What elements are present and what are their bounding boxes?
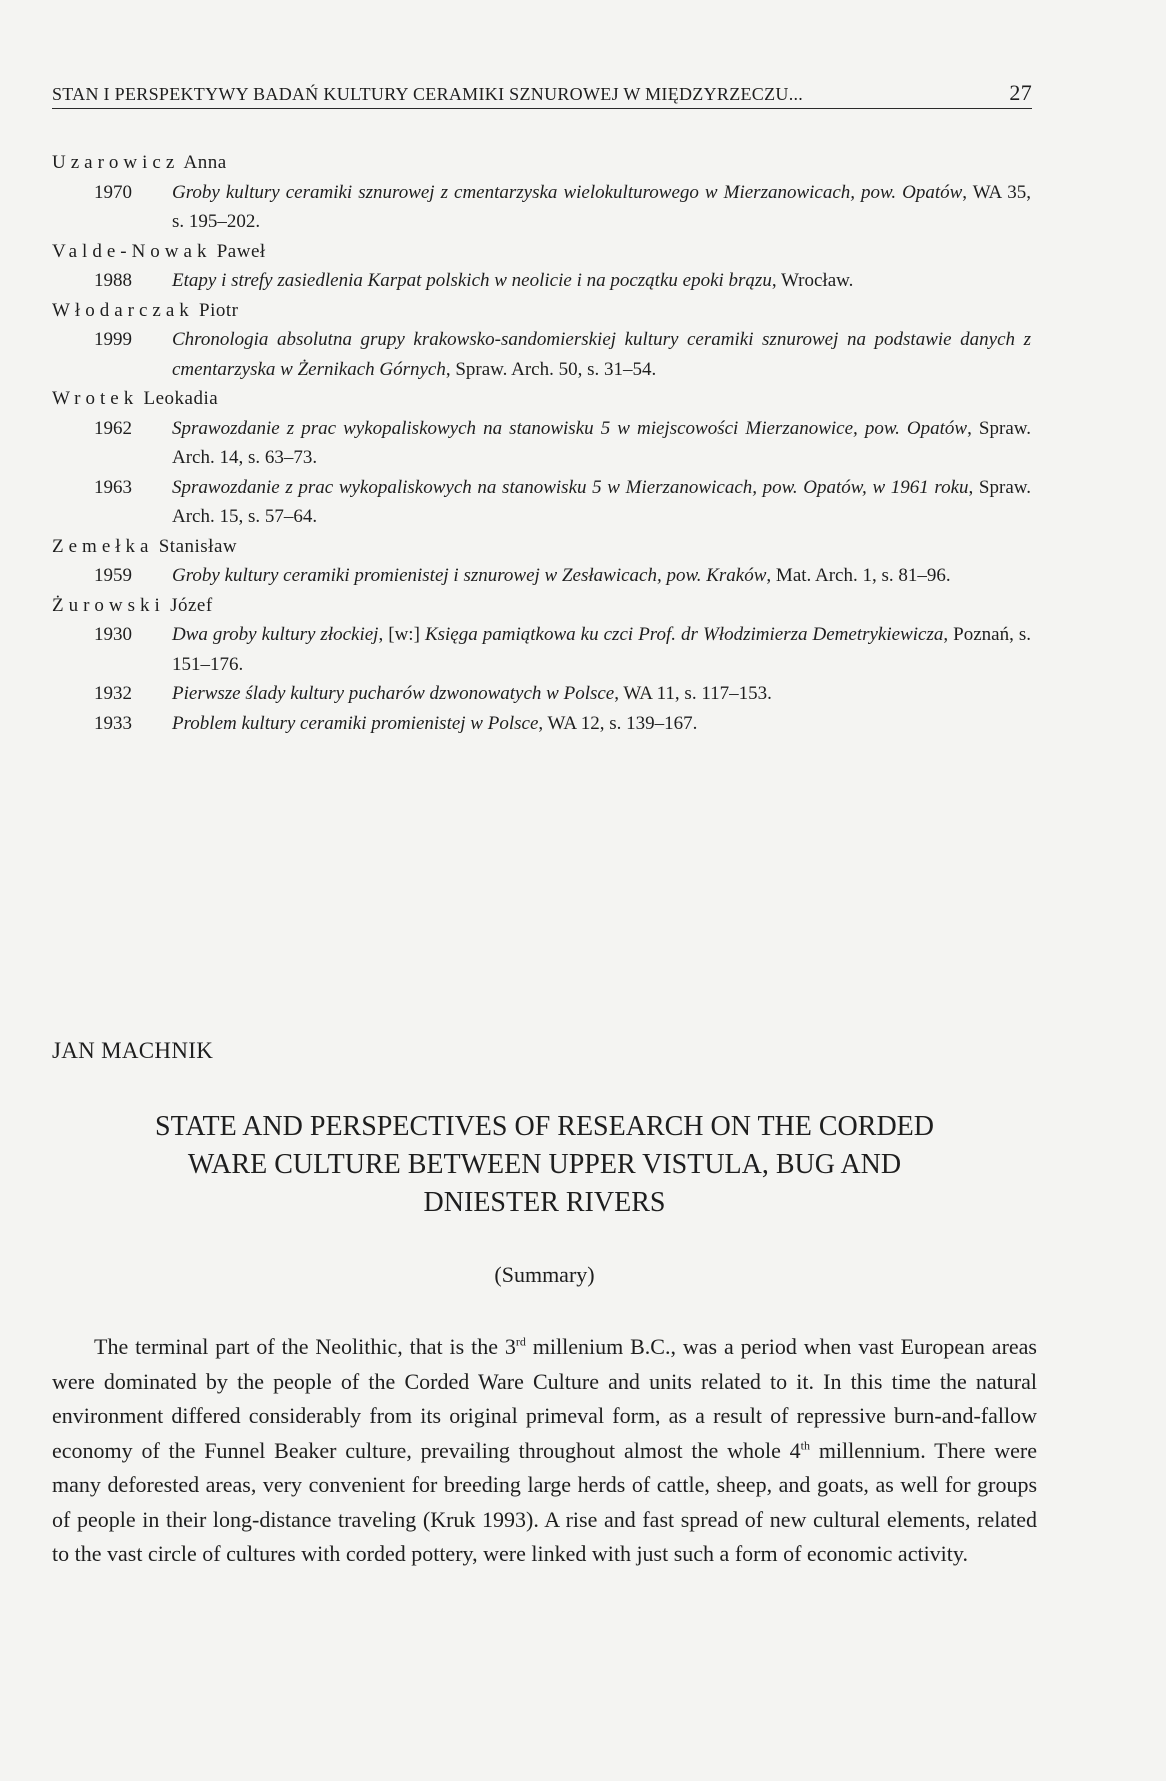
reference-text (172, 561, 1037, 591)
author-surname: Żurowski (52, 594, 165, 616)
reference-details: , Spraw. Arch. 14, s. 63–73. (172, 417, 1031, 468)
reference-year: 1963 (94, 476, 132, 498)
running-title: STAN I PERSPEKTYWY BADAŃ KULTURY CERAMIKI SZNUROWEJ W MIĘDZYRZECZU... (52, 84, 804, 104)
reference-details: , WA 11, s. 117–153. (614, 683, 772, 704)
summary-label: (Summary) (494, 1262, 595, 1287)
author-surname: Uzarowicz (52, 152, 180, 173)
reference-text (172, 414, 1037, 473)
reference-entry (52, 325, 1037, 384)
reference-text (172, 679, 1037, 709)
reference-text (172, 620, 1037, 679)
summary-paragraph (52, 1330, 1037, 1572)
reference-text (172, 266, 1037, 296)
reference-entry (52, 679, 1037, 709)
reference-title: Problem kultury ceramiki promienistej w Polsce (172, 712, 539, 734)
author-surname: Włodarczak (52, 299, 194, 321)
ordinal-suffix: th (800, 1438, 811, 1453)
reference-details: , WA 12, s. 139–167. (538, 712, 698, 734)
summary-author: JAN MACHNIK (52, 1038, 214, 1063)
author-given-name: Józef (170, 594, 213, 616)
reference-author (52, 148, 1037, 178)
reference-entry (52, 620, 1037, 679)
summary-text: The terminal part of the Neolithic, that is the 3 (94, 1334, 516, 1359)
reference-year: 1959 (94, 565, 132, 586)
author-given-name: Stanisław (158, 535, 238, 557)
reference-year: 1930 (94, 624, 132, 645)
reference-title: Sprawozdanie z prac wykopaliskowych na stanowisku 5 w Mierzanowicach, pow. Opatów, w 1961 roku (172, 476, 969, 498)
author-given-name: Anna (183, 152, 227, 173)
author-given-name: Leokadia (143, 388, 219, 409)
reference-entry (52, 473, 1037, 532)
reference-author (52, 591, 1037, 621)
author-surname: Zemełka (52, 535, 154, 557)
reference-entry (52, 561, 1037, 591)
reference-entry (52, 709, 1037, 739)
reference-title: Pierwsze ślady kultury pucharów dzwonowatych w Polsce (172, 683, 615, 704)
author-surname: Valde-Nowak (52, 240, 212, 262)
reference-entry (52, 414, 1037, 473)
summary-title-line: WARE CULTURE BETWEEN UPPER VISTULA, BUG AND (187, 1149, 902, 1180)
reference-title: Księga pamiątkowa ku czci Prof. dr Włodzimierza Demetrykiewicza (424, 624, 944, 645)
reference-author (52, 296, 1037, 326)
reference-details: , WA 35, s. 195–202. (172, 181, 1031, 232)
summary-title-line: STATE AND PERSPECTIVES OF RESEARCH ON THE CORDED (155, 1111, 934, 1142)
reference-title: Dwa groby kultury złockiej (172, 624, 379, 645)
reference-title: Sprawozdanie z prac wykopaliskowych na stanowisku 5 w miejscowości Mierzanowice, pow. Opatów (172, 417, 968, 439)
reference-author (52, 237, 1037, 267)
reference-details: , Wrocław. (771, 270, 854, 291)
author-given-name: Paweł (216, 240, 266, 262)
reference-details: , Mat. Arch. 1, s. 81–96. (766, 565, 951, 586)
summary-title (52, 1108, 1037, 1222)
summary-body (52, 1330, 1037, 1572)
reference-details: , [w:] (378, 624, 425, 645)
reference-author (52, 384, 1037, 414)
reference-details: , Spraw. Arch. 50, s. 31–54. (445, 358, 657, 380)
reference-text (172, 709, 1037, 739)
page-number: 27 (1009, 80, 1032, 105)
reference-details: , Poznań, s. 151–176. (172, 624, 1031, 675)
reference-year: 1962 (94, 417, 132, 439)
reference-year: 1988 (94, 270, 132, 291)
summary-text: millennium. There were many deforested areas, very convenient for breeding large herds of cattle, sheep, and goats, as well for groups of people in their long-distance traveling (Kruk 1993). A rise and fast spread of new cultural elements, related to the vast circle of cultures with corded pottery, were linked with just such a form of economic activity. (52, 1437, 1037, 1566)
reference-year: 1932 (94, 683, 132, 704)
reference-title: Chronologia absolutna grupy krakowsko-sandomierskiej kultury ceramiki sznurowej na podstawie danych z cmentarzyska w Żernikach Górnych (172, 329, 1031, 380)
reference-title: Groby kultury ceramiki sznurowej z cmentarzyska wielokulturowego w Mierzanowicach, pow. Opatów (172, 181, 963, 203)
author-given-name: Piotr (199, 299, 239, 321)
reference-title: Groby kultury ceramiki promienistej i sznurowej w Zesławicach, pow. Kraków (172, 565, 767, 586)
bibliography-list (52, 148, 1037, 738)
reference-details: , Spraw. Arch. 15, s. 57–64. (172, 476, 1031, 527)
reference-entry (52, 266, 1037, 296)
reference-text (172, 325, 1037, 384)
reference-year: 1970 (94, 181, 132, 203)
running-head (52, 80, 1032, 109)
summary-title-line: DNIESTER RIVERS (423, 1187, 666, 1218)
reference-author (52, 532, 1037, 562)
reference-entry (52, 178, 1037, 237)
ordinal-suffix: rd (515, 1334, 526, 1349)
reference-year: 1933 (94, 712, 132, 734)
author-surname: Wrotek (52, 388, 139, 409)
summary-text: millenium B.C., was a period when vast European areas were dominated by the people of the Corded Ware Culture and units related to it. In this time the natural environment differed considerably from its original primeval form, as a result of repressive burn-and-fallow economy of the Funnel Beaker culture, prevailing throughout almost the whole 4 (52, 1334, 1037, 1463)
reference-text (172, 473, 1037, 532)
reference-text (172, 178, 1037, 237)
reference-year: 1999 (94, 329, 132, 350)
reference-title: Etapy i strefy zasiedlenia Karpat polskich w neolicie i na początku epoki brązu (172, 270, 772, 291)
